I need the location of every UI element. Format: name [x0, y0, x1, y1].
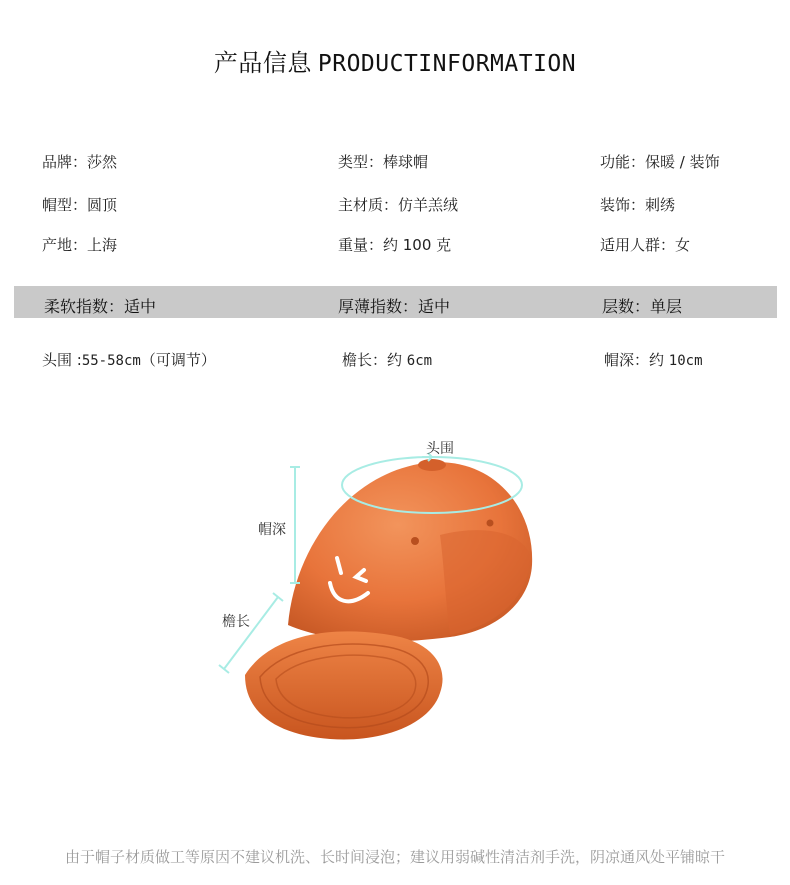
spec-audience: 适用人群：女	[600, 236, 691, 254]
spec-cap-style: 帽型：圆顶	[42, 196, 118, 214]
measure-head	[42, 349, 216, 370]
spec-decoration: 装饰：刺绣	[600, 196, 676, 214]
cap-button	[418, 459, 446, 471]
brim-guide-cap-b	[273, 593, 283, 601]
measure-head-value: 55-58cm	[81, 353, 141, 369]
care-note: 由于帽子材质做工等原因不建议机洗、长时间浸泡；建议用弱碱性清洁剂手洗，阴凉通风处平铺晾干	[64, 848, 725, 866]
rating-thickness: 厚薄指数：适中	[338, 297, 451, 316]
title-cn: 产品信息	[213, 49, 312, 77]
measure-brim-value: 6cm	[406, 353, 433, 369]
cap-photo	[200, 425, 560, 755]
label-head: 头围	[426, 441, 454, 457]
measure-depth-value: 10cm	[668, 353, 703, 369]
rating-softness: 柔软指数：适中	[44, 297, 157, 316]
rating-layers: 层数：单层	[602, 297, 683, 316]
measure-brim-label: 檐长：约	[342, 351, 403, 369]
title-en: PRODUCTINFORMATION	[317, 51, 577, 77]
measure-depth-label: 帽深：约	[604, 351, 665, 369]
spec-weight: 重量：约 100 克	[338, 236, 452, 254]
spec-material: 主材质：仿羊羔绒	[338, 196, 459, 214]
label-depth: 帽深	[258, 522, 286, 538]
cap-brim	[245, 631, 443, 739]
measure-depth	[604, 349, 703, 370]
label-brim: 檐长	[222, 614, 250, 630]
cap-vent	[411, 537, 419, 545]
spec-type: 类型：棒球帽	[338, 153, 429, 171]
page-title	[0, 43, 790, 78]
brim-guide-cap-a	[219, 665, 229, 673]
spec-origin: 产地：上海	[42, 236, 118, 254]
cap-side-panel	[440, 530, 530, 635]
measure-brim	[342, 349, 432, 370]
spec-brand: 品牌：莎然	[42, 153, 118, 171]
measure-head-label: 头围 :	[42, 351, 82, 369]
spec-function: 功能：保暖 / 装饰	[600, 153, 720, 171]
cap-vent-side	[487, 520, 494, 527]
measure-head-note: （可调节）	[140, 351, 216, 369]
